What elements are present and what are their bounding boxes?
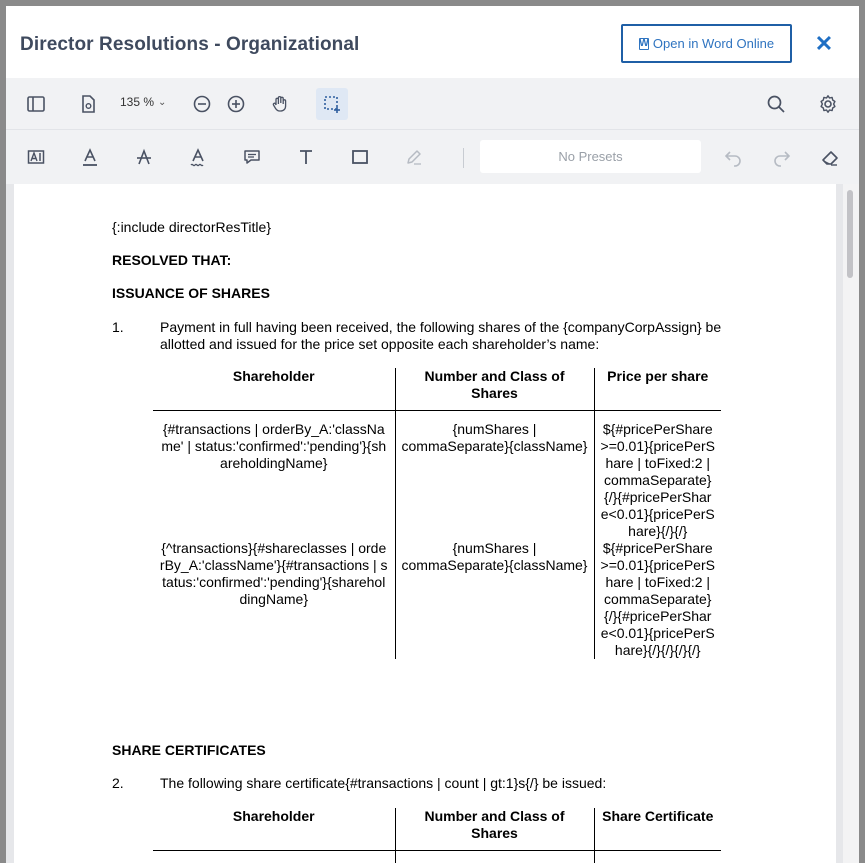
item-paragraph: The following share certificate{#transactions | count | gt:1}s{/} be issued: xyxy=(160,775,607,791)
document-page xyxy=(14,184,836,863)
vertical-scrollbar[interactable] xyxy=(843,184,859,863)
table-cell xyxy=(594,851,721,863)
close-button[interactable]: ✕ xyxy=(814,31,834,56)
text-strikeout-icon[interactable] xyxy=(130,143,158,171)
table-cell xyxy=(395,851,594,863)
table-cell xyxy=(395,540,594,659)
table-cell xyxy=(153,851,395,863)
section-heading-issuance: ISSUANCE OF SHARES xyxy=(112,285,270,301)
undo-icon[interactable] xyxy=(719,143,747,171)
zoom-dropdown[interactable] xyxy=(120,95,166,109)
word-doc-icon: W xyxy=(639,38,649,49)
text-squiggly-icon[interactable] xyxy=(184,143,212,171)
table-header-row xyxy=(153,808,721,851)
modal-header xyxy=(6,6,859,78)
zoom-in-icon[interactable] xyxy=(222,90,250,118)
eraser-icon[interactable] xyxy=(816,143,844,171)
document-viewport[interactable] xyxy=(6,184,859,863)
section-heading-certificates: SHARE CERTIFICATES xyxy=(112,742,266,758)
redo-icon[interactable] xyxy=(768,143,796,171)
search-icon[interactable] xyxy=(762,90,790,118)
toolbar-divider xyxy=(463,148,464,168)
table-cell xyxy=(153,540,395,659)
zoom-level: 135 % xyxy=(120,95,155,109)
certificates-table xyxy=(153,808,721,863)
cell-text: {numShares | commaSeparate}{className} xyxy=(401,540,588,573)
column-header: Price per share xyxy=(594,368,721,411)
include-line: {:include directorResTitle} xyxy=(112,219,272,235)
comment-icon[interactable] xyxy=(238,143,266,171)
text-field-icon[interactable] xyxy=(22,143,50,171)
open-in-word-online-button[interactable] xyxy=(621,24,792,63)
item-number: 1. xyxy=(112,319,124,335)
pan-hand-icon[interactable] xyxy=(266,90,294,118)
table-cell xyxy=(594,411,721,541)
text-underline-icon[interactable] xyxy=(76,143,104,171)
cell-text: {numShares | commaSeparate}{className} xyxy=(401,421,588,454)
table-row xyxy=(153,411,721,541)
document-viewer-modal xyxy=(6,6,859,863)
modal-title: Director Resolutions - Organizational xyxy=(20,34,360,55)
column-header: Number and Class of Shares xyxy=(395,808,594,851)
chevron-down-icon: ⌄ xyxy=(158,96,167,108)
column-header: Number and Class of Shares xyxy=(395,368,594,411)
shares-table xyxy=(153,368,721,659)
table-row xyxy=(153,540,721,659)
cell-text: ${#pricePerShare>=0.01}{pricePerShare | toFixed:2 | commaSeparate}{/}{#pricePerShare<0.01}{pricePerShare}{/}{/}{/}{/} xyxy=(600,540,715,658)
column-header: Shareholder xyxy=(153,808,395,851)
area-select-icon[interactable] xyxy=(316,88,348,120)
item-paragraph: Payment in full having been received, the following shares of the {companyCorpAssign} be allotted and issued for the price set opposite each shareholder’s name: xyxy=(160,319,722,352)
table-row xyxy=(153,851,721,863)
page-settings-icon[interactable] xyxy=(74,90,102,118)
open-in-word-online-label: Open in Word Online xyxy=(652,36,775,51)
table-cell xyxy=(153,411,395,541)
scrollbar-thumb[interactable] xyxy=(847,190,853,278)
sidebar-toggle-icon[interactable] xyxy=(22,90,50,118)
settings-gear-icon[interactable] xyxy=(814,90,842,118)
table-cell xyxy=(594,540,721,659)
presets-dropdown[interactable]: No Presets xyxy=(480,140,701,173)
document-content xyxy=(14,184,836,863)
free-text-icon[interactable] xyxy=(292,143,320,171)
table-header-row xyxy=(153,368,721,411)
resolved-heading: RESOLVED THAT: xyxy=(112,252,232,268)
column-header: Shareholder xyxy=(153,368,395,411)
signature-pen-icon[interactable] xyxy=(400,143,428,171)
cell-text: {^transactions}{#shareclasses | orderBy_A:'className'}{#transactions | status:'confirmed':'pending'}{shareholdingName} xyxy=(159,540,388,607)
rectangle-shape-icon[interactable] xyxy=(346,143,374,171)
item-number: 2. xyxy=(112,775,124,791)
cell-text: {#transactions | orderBy_A:'className' | status:'confirmed':'pending'}{shareholdingName} xyxy=(161,421,387,471)
zoom-out-icon[interactable] xyxy=(188,90,216,118)
column-header: Share Certificate xyxy=(594,808,721,851)
table-cell xyxy=(395,411,594,541)
cell-text: ${#pricePerShare>=0.01}{pricePerShare | toFixed:2 | commaSeparate}{/}{#pricePerShare<0.01}{pricePerShare}{/}{/} xyxy=(600,421,715,539)
